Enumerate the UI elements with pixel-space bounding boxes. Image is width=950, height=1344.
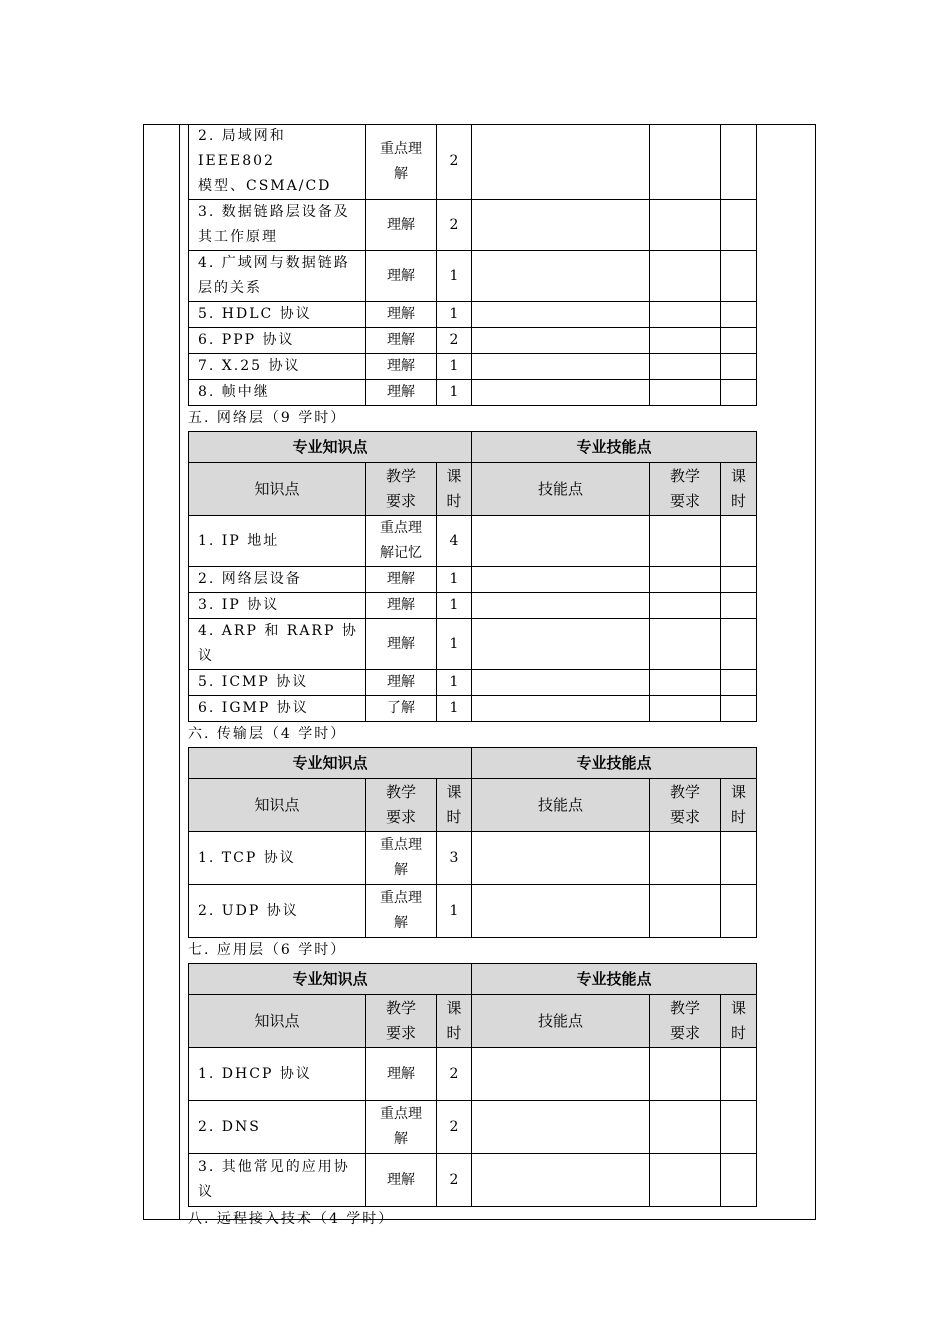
knowledge-point: 2. 局域网和 IEEE802 模型、CSMA/CD (189, 124, 366, 200)
table-row (189, 328, 757, 354)
skill-hours (721, 619, 757, 670)
table-row (189, 696, 757, 722)
hours-column-header: 课 时 (437, 463, 472, 516)
skill-point (472, 832, 650, 885)
skill-hours (721, 567, 757, 593)
hours: 1 (437, 302, 472, 328)
table-row (189, 516, 757, 567)
section-title: 八. 远程接入技术（4 学时） (188, 1211, 395, 1227)
skill-point (472, 200, 650, 251)
requirement: 重点理 解记忆 (366, 516, 437, 567)
requirement: 理解 (366, 1154, 437, 1207)
skill-hours (721, 516, 757, 567)
kp-column-header: 知识点 (189, 995, 366, 1048)
skill-hours (721, 328, 757, 354)
syllabus-content (188, 124, 756, 1232)
skill-point (472, 1048, 650, 1101)
knowledge-header: 专业知识点 (189, 748, 472, 779)
skill-point (472, 670, 650, 696)
column-header-row (189, 463, 757, 516)
requirement: 理解 (366, 354, 437, 380)
knowledge-point: 2. UDP 协议 (189, 885, 366, 938)
skill-point (472, 328, 650, 354)
knowledge-point: 1. DHCP 协议 (189, 1048, 366, 1101)
skill-point (472, 593, 650, 619)
section-title: 七. 应用层（6 学时） (188, 942, 347, 958)
skill-point (472, 251, 650, 302)
knowledge-point: 7. X.25 协议 (189, 354, 366, 380)
hours: 1 (437, 251, 472, 302)
hours: 2 (437, 1101, 472, 1154)
knowledge-point: 3. IP 协议 (189, 593, 366, 619)
requirement: 重点理 解 (366, 885, 437, 938)
skill-point (472, 1101, 650, 1154)
table-row (189, 124, 757, 200)
skill-requirement (650, 1154, 721, 1207)
skill-requirement (650, 251, 721, 302)
hours: 2 (437, 1048, 472, 1101)
skill-requirement (650, 1101, 721, 1154)
hours: 1 (437, 696, 472, 722)
skill-requirement (650, 200, 721, 251)
skill-requirement (650, 567, 721, 593)
skill-hours (721, 885, 757, 938)
skill-hours (721, 251, 757, 302)
table-header (189, 432, 757, 463)
skill-requirement (650, 670, 721, 696)
skill-column-header: 技能点 (472, 463, 650, 516)
skill-point (472, 885, 650, 938)
skill-point (472, 1154, 650, 1207)
hours: 1 (437, 670, 472, 696)
hours: 2 (437, 1154, 472, 1207)
skill-hours (721, 302, 757, 328)
table-row (189, 885, 757, 938)
hours: 1 (437, 885, 472, 938)
skill-requirement (650, 593, 721, 619)
skill-requirement (650, 328, 721, 354)
requirement: 重点理 解 (366, 1101, 437, 1154)
section-title: 六. 传输层（4 学时） (188, 726, 347, 742)
knowledge-point: 1. TCP 协议 (189, 832, 366, 885)
datalink-table (188, 124, 757, 406)
skill-point (472, 516, 650, 567)
skill-column-header: 技能点 (472, 995, 650, 1048)
requirement: 重点理 解 (366, 832, 437, 885)
kp-column-header: 知识点 (189, 463, 366, 516)
skill-hours (721, 354, 757, 380)
table-row (189, 200, 757, 251)
hours: 4 (437, 516, 472, 567)
requirement: 理解 (366, 593, 437, 619)
requirement: 理解 (366, 251, 437, 302)
skill-requirement (650, 302, 721, 328)
requirement: 理解 (366, 1048, 437, 1101)
table-row (189, 1101, 757, 1154)
skill-requirement (650, 380, 721, 406)
knowledge-point: 1. IP 地址 (189, 516, 366, 567)
knowledge-point: 4. ARP 和 RARP 协议 (189, 619, 366, 670)
knowledge-point: 5. HDLC 协议 (189, 302, 366, 328)
knowledge-point: 2. 网络层设备 (189, 567, 366, 593)
skill-point (472, 619, 650, 670)
requirement: 了解 (366, 696, 437, 722)
knowledge-point: 6. IGMP 协议 (189, 696, 366, 722)
skill-hours (721, 696, 757, 722)
kp-column-header: 知识点 (189, 779, 366, 832)
skill-requirement (650, 354, 721, 380)
hours-column-header: 课 时 (721, 995, 757, 1048)
knowledge-point: 2. DNS (189, 1101, 366, 1154)
skill-point (472, 124, 650, 200)
table-row (189, 567, 757, 593)
req-column-header: 教学 要求 (366, 779, 437, 832)
requirement: 理解 (366, 302, 437, 328)
table-row (189, 670, 757, 696)
skill-header: 专业技能点 (472, 748, 757, 779)
table-row (189, 354, 757, 380)
hours: 1 (437, 567, 472, 593)
transport-layer-table (188, 747, 757, 938)
table-row (189, 302, 757, 328)
knowledge-point: 3. 数据链路层设备及 其工作原理 (189, 200, 366, 251)
hours: 1 (437, 354, 472, 380)
requirement: 理解 (366, 619, 437, 670)
skill-point (472, 354, 650, 380)
table-row (189, 619, 757, 670)
table-header (189, 748, 757, 779)
skill-point (472, 696, 650, 722)
table-row (189, 593, 757, 619)
knowledge-header: 专业知识点 (189, 964, 472, 995)
skill-hours (721, 1048, 757, 1101)
skill-column-header: 技能点 (472, 779, 650, 832)
table-header (189, 964, 757, 995)
requirement: 理解 (366, 670, 437, 696)
column-header-row (189, 779, 757, 832)
application-layer-table (188, 963, 757, 1207)
hours-column-header: 课 时 (721, 463, 757, 516)
skill-point (472, 380, 650, 406)
hours: 2 (437, 328, 472, 354)
skill-hours (721, 593, 757, 619)
table-row (189, 832, 757, 885)
table-row (189, 1154, 757, 1207)
req-column-header: 教学 要求 (366, 463, 437, 516)
requirement: 重点理 解 (366, 124, 437, 200)
knowledge-point: 8. 帧中继 (189, 380, 366, 406)
skill-requirement (650, 619, 721, 670)
skill-requirement (650, 696, 721, 722)
knowledge-header: 专业知识点 (189, 432, 472, 463)
knowledge-point: 3. 其他常见的应用协 议 (189, 1154, 366, 1207)
requirement: 理解 (366, 380, 437, 406)
skill-hours (721, 1154, 757, 1207)
skill-hours (721, 124, 757, 200)
knowledge-point: 5. ICMP 协议 (189, 670, 366, 696)
hours: 3 (437, 832, 472, 885)
skill-requirement (650, 124, 721, 200)
skill-hours (721, 832, 757, 885)
requirement: 理解 (366, 328, 437, 354)
network-layer-table (188, 431, 757, 722)
hours: 1 (437, 380, 472, 406)
requirement: 理解 (366, 567, 437, 593)
hours: 2 (437, 200, 472, 251)
hours: 2 (437, 124, 472, 200)
skill-point (472, 302, 650, 328)
table-row (189, 380, 757, 406)
skill-requirement (650, 885, 721, 938)
skill-header: 专业技能点 (472, 432, 757, 463)
skill-point (472, 567, 650, 593)
skill-hours (721, 380, 757, 406)
skill-hours (721, 200, 757, 251)
table-row (189, 1048, 757, 1101)
skill-hours (721, 1101, 757, 1154)
hours: 1 (437, 619, 472, 670)
section-title: 五. 网络层（9 学时） (188, 410, 347, 426)
skill-hours (721, 670, 757, 696)
req-column-header: 教学 要求 (366, 995, 437, 1048)
knowledge-point: 6. PPP 协议 (189, 328, 366, 354)
hours: 1 (437, 593, 472, 619)
hours-column-header: 课 时 (437, 995, 472, 1048)
skill-requirement (650, 516, 721, 567)
skill-requirement (650, 1048, 721, 1101)
skill-requirement (650, 832, 721, 885)
column-header-row (189, 995, 757, 1048)
req-column-header: 教学 要求 (650, 779, 721, 832)
table-row (189, 251, 757, 302)
hours-column-header: 课 时 (437, 779, 472, 832)
left-margin-column (179, 124, 180, 1220)
req-column-header: 教学 要求 (650, 463, 721, 516)
hours-column-header: 课 时 (721, 779, 757, 832)
knowledge-point: 4. 广域网与数据链路 层的关系 (189, 251, 366, 302)
req-column-header: 教学 要求 (650, 995, 721, 1048)
requirement: 理解 (366, 200, 437, 251)
skill-header: 专业技能点 (472, 964, 757, 995)
